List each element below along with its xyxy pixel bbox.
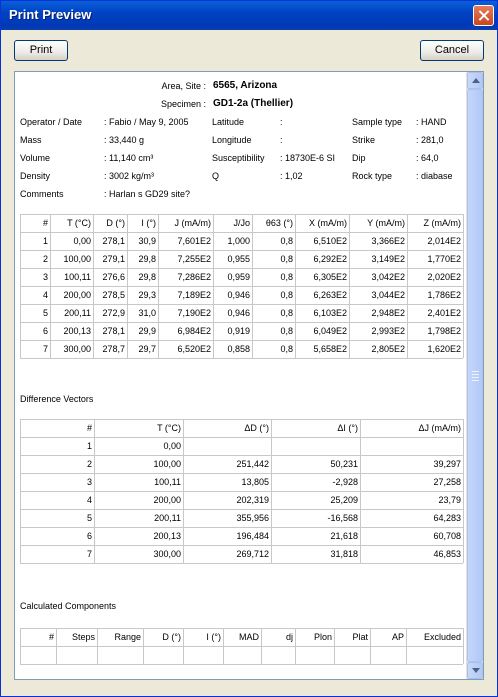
measurements-cell: 200,13	[63, 326, 91, 336]
table-grid-line	[20, 646, 463, 647]
measurements-cell: 0,8	[280, 308, 293, 318]
table-grid-line	[463, 419, 464, 563]
close-icon[interactable]	[473, 5, 494, 26]
measurements-cell: 2,993E2	[371, 326, 405, 336]
measurements-cell: 100,00	[63, 254, 91, 264]
measurements-cell: 300,00	[63, 344, 91, 354]
calculated-components-header-cell: Plat	[352, 632, 368, 642]
measurements-cell: 6,305E2	[313, 272, 347, 282]
table-grid-line	[20, 304, 463, 305]
measurements-header-cell: Y (mA/m)	[367, 218, 405, 228]
measurements-cell: 2,805E2	[371, 344, 405, 354]
table-grid-line	[20, 322, 463, 323]
area-value: 6565, Arizona	[213, 80, 278, 91]
table-grid-line	[20, 563, 463, 564]
measurements-header-cell: #	[42, 218, 48, 228]
measurements-cell: 0,959	[227, 272, 250, 282]
measurements-header-cell: D (°)	[106, 218, 125, 228]
density-value: : 3002 kg/m³	[104, 171, 155, 181]
volume-label: Volume	[20, 153, 51, 163]
measurements-cell: 6,103E2	[313, 308, 347, 318]
difference-vectors-cell: 50,231	[330, 459, 358, 469]
dip-label: Dip	[352, 153, 366, 163]
measurements-cell: 1,620E2	[427, 344, 461, 354]
q-value: : 1,02	[280, 171, 303, 181]
difference-vectors-title: Difference Vectors	[20, 394, 94, 404]
difference-vectors-cell: 100,11	[154, 477, 181, 487]
measurements-cell: 5	[42, 308, 48, 318]
comments-value: : Harlan s GD29 site?	[104, 189, 191, 199]
measurements-cell: 7,190E2	[177, 308, 211, 318]
density-label: Density	[20, 171, 51, 181]
table-grid-line	[20, 473, 463, 474]
calculated-components-header-cell: Excluded	[423, 632, 461, 642]
measurements-cell: 0,858	[227, 344, 250, 354]
measurements-cell: 2,401E2	[427, 308, 461, 318]
difference-vectors-cell: 202,319	[236, 495, 269, 505]
measurements-cell: 0,8	[280, 254, 293, 264]
measurements-header-cell: J (mA/m)	[174, 218, 211, 228]
measurements-cell: 3,044E2	[371, 290, 405, 300]
difference-vectors-cell: 23,79	[438, 495, 461, 505]
difference-vectors-cell: 13,805	[241, 477, 269, 487]
calculated-components-header-cell: Steps	[71, 632, 95, 642]
vertical-scrollbar[interactable]	[466, 72, 483, 679]
measurements-cell: 0,8	[280, 326, 293, 336]
latitude-label: Latitude	[212, 117, 245, 127]
preview-page	[20, 76, 464, 676]
difference-vectors-cell: 200,00	[153, 495, 181, 505]
measurements-cell: 276,6	[102, 272, 125, 282]
calculated-components-header-cell: Plon	[313, 632, 332, 642]
difference-vectors-cell: 27,258	[433, 477, 461, 487]
strike-value: : 281,0	[416, 135, 444, 145]
measurements-header-cell: I (°)	[141, 218, 156, 228]
difference-vectors-cell: 21,618	[330, 531, 358, 541]
measurements-cell: 7,286E2	[177, 272, 211, 282]
table-grid-line	[20, 527, 463, 528]
measurements-cell: 100,11	[64, 272, 91, 282]
measurements-cell: 2,948E2	[371, 308, 405, 318]
table-grid-line	[20, 358, 463, 359]
measurements-cell: 3,366E2	[371, 236, 405, 246]
measurements-cell: 200,00	[63, 290, 91, 300]
difference-vectors-cell: 251,442	[236, 459, 269, 469]
measurements-cell: 29,9	[138, 326, 156, 336]
difference-vectors-cell: 25,209	[330, 495, 358, 505]
measurements-cell: 3	[42, 272, 48, 282]
difference-vectors-cell: 7	[86, 549, 92, 559]
scroll-thumb[interactable]	[467, 89, 483, 662]
latitude-value: :	[280, 117, 283, 127]
measurements-cell: 29,8	[138, 254, 156, 264]
measurements-header-cell: J/Jo	[233, 218, 250, 228]
measurements-cell: 1,770E2	[427, 254, 461, 264]
measurements-cell: 6,520E2	[177, 344, 211, 354]
table-grid-line	[20, 509, 463, 510]
scroll-down-icon[interactable]	[467, 662, 483, 679]
difference-vectors-cell: 64,283	[433, 513, 461, 523]
table-grid-line	[20, 340, 463, 341]
measurements-cell: 1,786E2	[427, 290, 461, 300]
difference-vectors-cell: 39,297	[433, 459, 461, 469]
strike-label: Strike	[352, 135, 376, 145]
difference-vectors-header-cell: #	[86, 423, 92, 433]
difference-vectors-cell: 5	[86, 513, 92, 523]
table-grid-line	[20, 455, 463, 456]
operator-value: : Fabio / May 9, 2005	[104, 117, 189, 127]
measurements-cell: 6,984E2	[177, 326, 211, 336]
comments-label: Comments	[20, 189, 64, 199]
longitude-value: :	[280, 135, 283, 145]
table-grid-line	[20, 268, 463, 269]
measurements-cell: 6,510E2	[313, 236, 347, 246]
difference-vectors-cell: 31,818	[330, 549, 358, 559]
difference-vectors-cell: 60,708	[433, 531, 461, 541]
difference-vectors-cell: 100,00	[153, 459, 181, 469]
q-label: Q	[212, 171, 220, 181]
table-grid-line	[20, 286, 463, 287]
measurements-cell: 0,8	[280, 272, 293, 282]
table-grid-line	[20, 419, 463, 420]
difference-vectors-cell: 46,853	[433, 549, 461, 559]
measurements-cell: 6	[42, 326, 48, 336]
table-grid-line	[20, 437, 463, 438]
table-grid-line	[20, 232, 463, 233]
difference-vectors-cell: 3	[86, 477, 92, 487]
measurements-header-cell: T (°C)	[67, 218, 91, 228]
scroll-up-icon[interactable]	[467, 72, 483, 89]
measurements-cell: 29,7	[138, 344, 156, 354]
difference-vectors-cell: 269,712	[236, 549, 269, 559]
measurements-header-cell: Z (mA/m)	[423, 218, 461, 228]
measurements-cell: 278,5	[102, 290, 125, 300]
table-grid-line	[463, 214, 464, 358]
measurements-cell: 1,000	[227, 236, 250, 246]
measurements-cell: 0,00	[73, 236, 91, 246]
measurements-cell: 6,263E2	[313, 290, 347, 300]
difference-vectors-header-cell: ΔD (°)	[244, 423, 269, 433]
measurements-cell: 31,0	[138, 308, 156, 318]
measurements-cell: 6,049E2	[313, 326, 347, 336]
measurements-cell: 278,1	[102, 326, 125, 336]
difference-vectors-cell: 196,484	[236, 531, 269, 541]
calculated-components-header-cell: dj	[285, 632, 293, 642]
measurements-cell: 1,798E2	[427, 326, 461, 336]
measurements-cell: 0,946	[227, 290, 250, 300]
longitude-label: Longitude	[212, 135, 252, 145]
sample-type-label: Sample type	[352, 117, 403, 127]
measurements-cell: 0,8	[280, 344, 293, 354]
mass-label: Mass	[20, 135, 42, 145]
difference-vectors-header-cell: T (°C)	[157, 423, 181, 433]
measurements-cell: 7,189E2	[177, 290, 211, 300]
difference-vectors-cell: 200,13	[153, 531, 181, 541]
table-grid-line	[20, 491, 463, 492]
susceptibility-value: : 18730E-6 SI	[280, 153, 336, 163]
measurements-cell: 279,1	[102, 254, 125, 264]
measurements-header-cell: X (mA/m)	[309, 218, 347, 228]
preview-viewport[interactable]	[14, 71, 484, 680]
measurements-cell: 272,9	[102, 308, 125, 318]
measurements-cell: 0,946	[227, 308, 250, 318]
table-grid-line	[20, 214, 463, 215]
calculated-components-header-cell: Range	[114, 632, 141, 642]
rock-type-label: Rock type	[352, 171, 393, 181]
measurements-cell: 1	[42, 236, 48, 246]
calculated-components-header-cell: AP	[391, 632, 404, 642]
measurements-cell: 2,014E2	[427, 236, 461, 246]
operator-label: Operator / Date	[20, 117, 83, 127]
measurements-cell: 0,8	[280, 290, 293, 300]
measurements-cell: 7,255E2	[177, 254, 211, 264]
calculated-components-header-cell: D (°)	[162, 632, 181, 642]
calculated-components-title: Calculated Components	[20, 601, 117, 611]
measurements-cell: 278,7	[102, 344, 125, 354]
print-button[interactable]: Print	[14, 40, 68, 61]
table-grid-line	[20, 628, 463, 629]
table-grid-line	[20, 250, 463, 251]
difference-vectors-header-cell: ΔJ (mA/m)	[418, 423, 461, 433]
measurements-cell: 0,955	[227, 254, 250, 264]
difference-vectors-cell: 300,00	[153, 549, 181, 559]
rock-type-value: : diabase	[416, 171, 453, 181]
difference-vectors-cell: 200,11	[154, 513, 181, 523]
difference-vectors-cell: 1	[86, 441, 92, 451]
measurements-cell: 2,020E2	[427, 272, 461, 282]
measurements-cell: 5,658E2	[313, 344, 347, 354]
measurements-cell: 3,042E2	[371, 272, 405, 282]
measurements-cell: 3,149E2	[371, 254, 405, 264]
difference-vectors-cell: -16,568	[327, 513, 358, 523]
specimen-value: GD1-2a (Thellier)	[213, 98, 294, 109]
difference-vectors-cell: 0,00	[163, 441, 181, 451]
sample-type-value: : HAND	[416, 117, 447, 127]
window-title: Print Preview	[9, 7, 92, 22]
cancel-button[interactable]: Cancel	[420, 40, 484, 61]
calculated-components-header-cell: MAD	[239, 632, 259, 642]
measurements-cell: 29,8	[138, 272, 156, 282]
title-bar[interactable]	[1, 1, 497, 30]
measurements-cell: 278,1	[102, 236, 125, 246]
difference-vectors-cell: 355,956	[236, 513, 269, 523]
measurements-cell: 30,9	[138, 236, 156, 246]
measurements-cell: 0,8	[280, 236, 293, 246]
calculated-components-header-cell: I (°)	[206, 632, 221, 642]
calculated-components-header-cell: #	[48, 632, 54, 642]
measurements-cell: 0,919	[227, 326, 250, 336]
difference-vectors-cell: 4	[86, 495, 92, 505]
difference-vectors-cell: 2	[86, 459, 92, 469]
area-label: Area, Site :	[161, 81, 206, 91]
measurements-cell: 4	[42, 290, 48, 300]
measurements-cell: 7	[42, 344, 48, 354]
volume-value: : 11,140 cm³	[104, 153, 154, 163]
measurements-cell: 6,292E2	[313, 254, 347, 264]
measurements-cell: 200,11	[64, 308, 91, 318]
difference-vectors-cell: 6	[86, 531, 92, 541]
susceptibility-label: Susceptibility	[212, 153, 265, 163]
measurements-cell: 29,3	[138, 290, 156, 300]
measurements-header-cell: θ63 (°)	[265, 218, 293, 228]
table-grid-line	[20, 545, 463, 546]
mass-value: : 33,440 g	[104, 135, 145, 145]
difference-vectors-cell: -2,928	[332, 477, 358, 487]
specimen-label: Specimen :	[160, 99, 206, 109]
difference-vectors-header-cell: ΔI (°)	[337, 423, 358, 433]
dip-value: : 64,0	[416, 153, 439, 163]
measurements-cell: 7,601E2	[177, 236, 211, 246]
table-grid-line	[463, 628, 464, 664]
measurements-cell: 2	[42, 254, 48, 264]
table-grid-line	[20, 664, 463, 665]
